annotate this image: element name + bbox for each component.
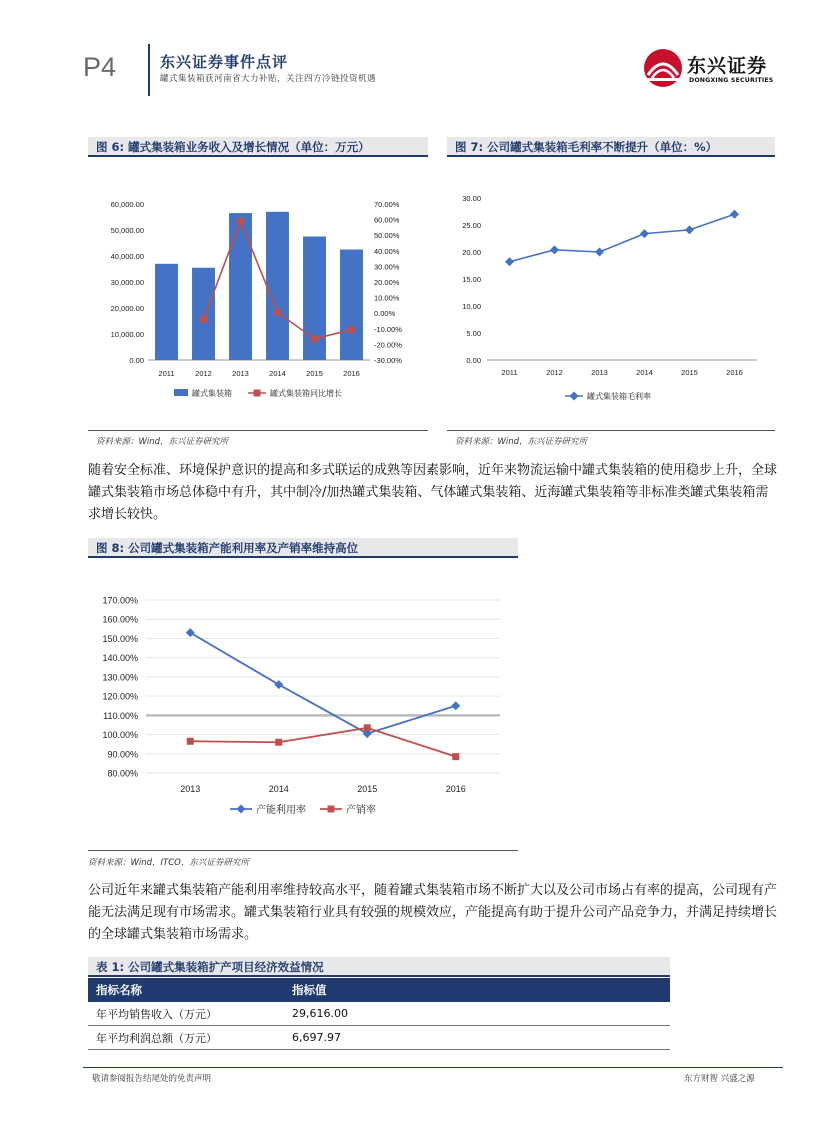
- logo-text-cn: 东兴证券: [687, 55, 768, 77]
- y-right-tick-label: 60.00%: [374, 215, 400, 225]
- point-capacity-utilization: [451, 701, 460, 710]
- y-left-tick-label: 30,000.00: [110, 278, 144, 287]
- y-right-tick-label: 0.00%: [374, 309, 396, 319]
- point-gross-margin: [685, 225, 694, 234]
- y-right-tick-label: -10.00%: [374, 324, 402, 334]
- y-tick-label: 20.00: [462, 248, 481, 257]
- fig8-title: 图 8: 公司罐式集装箱产能利用率及产销率维持高位: [88, 538, 518, 558]
- y-right-tick-label: 20.00%: [374, 278, 400, 287]
- company-logo: [643, 48, 783, 90]
- point-gross-margin: [595, 248, 604, 257]
- y-tick-label: 5.00: [466, 329, 481, 338]
- logo-mark-icon: [643, 48, 683, 88]
- y-tick-label: 0.00: [466, 356, 481, 365]
- y-tick-label: 110.00%: [103, 710, 138, 721]
- table-header-row: [88, 978, 670, 1002]
- y-right-tick-label: 30.00%: [374, 262, 400, 272]
- legend-label-revenue: 罐式集装箱: [192, 389, 232, 398]
- x-tick-label: 2012: [195, 369, 212, 378]
- fig6-title: 图 6: 罐式集装箱业务收入及增长情况（单位：万元）: [88, 137, 428, 157]
- footer-disclaimer: 敬请参阅报告结尾处的免责声明: [92, 1074, 212, 1084]
- bar-revenue: [340, 250, 363, 361]
- legend-swatch-revenue: [174, 389, 188, 396]
- point-sales-ratio: [452, 753, 459, 760]
- y-tick-label: 140.00%: [102, 653, 138, 664]
- point-sales-ratio: [364, 724, 371, 731]
- point-capacity-utilization: [186, 628, 195, 637]
- y-tick-label: 25.00: [462, 221, 481, 230]
- fig8-chart: [88, 562, 518, 848]
- x-tick-label: 2014: [269, 369, 286, 378]
- fig7-chart: [447, 160, 775, 430]
- y-tick-label: 120.00%: [102, 691, 138, 702]
- y-right-tick-label: 10.00%: [374, 293, 400, 303]
- header-divider: [148, 44, 150, 96]
- table-row: [88, 1002, 670, 1026]
- x-tick-label: 2013: [180, 784, 201, 794]
- paragraph-capacity: 公司近年来罐式集装箱产能利用率维持较高水平，随着罐式集装箱市场不断扩大以及公司市场占有率的提高，公司现有产能无法满足现有市场需求。罐式集装箱行业具有较强的规模效应，产能提高有助于提升公司产品竞争力，并满足持续增长的全球罐式集装箱市场需求。: [88, 883, 778, 942]
- legend-marker-sales-ratio: [328, 806, 335, 813]
- point-gross-margin: [640, 229, 649, 238]
- fig7-rule: [447, 430, 775, 431]
- y-tick-label: 90.00%: [107, 749, 138, 760]
- fig6-chart: [88, 160, 428, 430]
- footer-rule: [83, 1067, 783, 1068]
- y-right-tick-label: -20.00%: [374, 340, 402, 350]
- legend-marker-gross-margin: [570, 392, 579, 401]
- y-left-tick-label: 40,000.00: [110, 252, 144, 261]
- table-cell: 年平均销售收入（万元）: [88, 1002, 284, 1026]
- y-tick-label: 10.00: [462, 302, 481, 311]
- fig7-title: 图 7: 公司罐式集装箱毛利率不断提升（单位：%）: [447, 137, 775, 157]
- bar-revenue: [192, 268, 215, 360]
- table-cell: 年平均利润总额（万元）: [88, 1026, 284, 1050]
- bar-revenue: [229, 213, 252, 360]
- fig7-source: 资料来源：Wind，东兴证券研究所: [455, 437, 588, 447]
- x-tick-label: 2011: [158, 369, 175, 378]
- footer-slogan: 东方财智 兴盛之源: [684, 1074, 755, 1084]
- point-capacity-utilization: [274, 680, 283, 689]
- point-gross-margin: [730, 210, 739, 219]
- x-tick-label: 2012: [546, 368, 563, 377]
- economic-benefit-table: [88, 978, 670, 1050]
- fig6-source: 资料来源：Wind，东兴证券研究所: [96, 437, 229, 447]
- point-growth: [274, 309, 281, 316]
- page-number: P4: [83, 52, 117, 82]
- table1-title: 表 1: 公司罐式集装箱扩产项目经济效益情况: [88, 957, 670, 977]
- point-growth: [311, 335, 318, 342]
- x-tick-label: 2016: [726, 368, 743, 377]
- fig8-source: 资料来源：Wind，ITCO，东兴证券研究所: [88, 858, 249, 868]
- logo-text-en: DONGXING SECURITIES: [689, 77, 774, 84]
- x-tick-label: 2015: [681, 368, 698, 377]
- y-left-tick-label: 20,000.00: [110, 304, 144, 313]
- y-right-tick-label: 70.00%: [374, 200, 400, 209]
- bar-revenue: [155, 264, 178, 360]
- point-gross-margin: [505, 257, 514, 266]
- bar-revenue: [266, 212, 289, 360]
- y-left-tick-label: 10,000.00: [110, 330, 144, 339]
- y-tick-label: 15.00: [462, 275, 481, 284]
- x-tick-label: 2015: [357, 784, 378, 794]
- fig6-rule: [88, 430, 428, 431]
- y-tick-label: 130.00%: [102, 672, 138, 683]
- table-cell: 6,697.97: [284, 1026, 670, 1050]
- table-header-cell: 指标值: [284, 978, 670, 1002]
- y-tick-label: 170.00%: [102, 595, 138, 606]
- y-left-tick-label: 60,000.00: [110, 200, 144, 209]
- x-tick-label: 2014: [636, 368, 653, 377]
- y-right-tick-label: 40.00%: [374, 246, 400, 256]
- legend-label-gross-margin: 罐式集装箱毛利率: [587, 392, 651, 401]
- y-right-tick-label: -30.00%: [374, 356, 402, 365]
- x-tick-label: 2016: [445, 784, 466, 794]
- paragraph-market-trend: 随着安全标准、环境保护意识的提高和多式联运的成熟等因素影响，近年来物流运输中罐式集装箱的使用稳步上升，全球罐式集装箱市场总体稳中有升，其中制冷/加热罐式集装箱、气体罐式集装箱、近海罐式集装箱等非标准类罐式集装箱需求增长较快。: [88, 463, 778, 522]
- line-capacity-utilization: [190, 633, 456, 734]
- report-subtitle: 罐式集装箱获河南省大力补贴，关注四方冷链投资机遇: [160, 74, 377, 84]
- legend-marker-capacity-utilization: [237, 805, 246, 814]
- legend-marker-growth: [254, 390, 261, 397]
- legend-label-sales-ratio: 产销率: [346, 805, 376, 816]
- line-sales-ratio: [190, 728, 456, 757]
- point-growth: [200, 316, 207, 323]
- table-header-cell: 指标名称: [88, 978, 284, 1002]
- fig8-rule: [88, 850, 518, 851]
- y-tick-label: 100.00%: [102, 730, 138, 741]
- point-sales-ratio: [187, 738, 194, 745]
- y-right-tick-label: 50.00%: [374, 231, 400, 241]
- x-tick-label: 2013: [232, 369, 249, 378]
- line-gross-margin: [510, 214, 735, 262]
- point-sales-ratio: [275, 739, 282, 746]
- table-row: [88, 1026, 670, 1050]
- point-growth: [348, 326, 355, 333]
- x-tick-label: 2013: [591, 368, 608, 377]
- x-tick-label: 2014: [268, 784, 289, 794]
- y-tick-label: 150.00%: [102, 633, 138, 644]
- x-tick-label: 2015: [306, 369, 323, 378]
- x-tick-label: 2011: [501, 368, 518, 377]
- y-left-tick-label: 0.00: [129, 356, 144, 365]
- report-series-title: 东兴证券事件点评: [160, 53, 289, 71]
- point-growth: [237, 218, 244, 225]
- point-gross-margin: [550, 245, 559, 254]
- legend-label-growth: 罐式集装箱同比增长: [270, 389, 342, 398]
- y-left-tick-label: 50,000.00: [110, 226, 144, 235]
- y-tick-label: 30.00: [462, 194, 481, 203]
- table-cell: 29,616.00: [284, 1002, 670, 1026]
- y-tick-label: 160.00%: [102, 614, 138, 625]
- legend-label-capacity-utilization: 产能利用率: [256, 805, 306, 816]
- x-tick-label: 2016: [343, 369, 360, 378]
- y-tick-label: 80.00%: [107, 768, 138, 779]
